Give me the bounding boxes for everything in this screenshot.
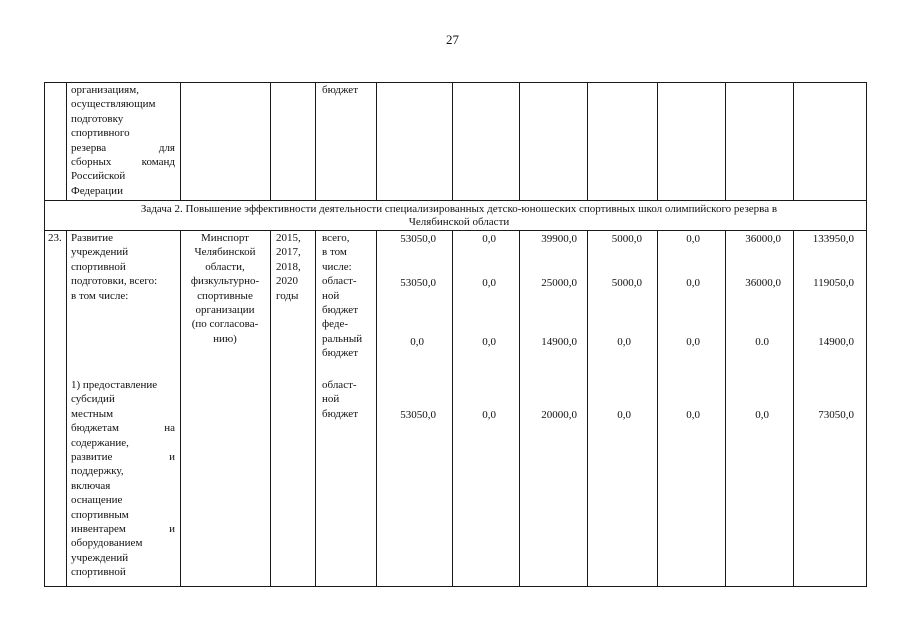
value-cell: 119050,0 (813, 277, 854, 289)
col-border-1 (66, 230, 67, 586)
source-line: в том (322, 246, 347, 259)
col-border-2-top (180, 82, 181, 200)
description-line: субсидий (71, 393, 115, 406)
executor-line: нию) (213, 332, 237, 345)
description-line: учреждений (71, 551, 129, 564)
year-line: 2015, (276, 232, 301, 244)
value-cell: 0,0 (482, 336, 496, 348)
value-cell: 5000,0 (611, 233, 642, 245)
page-number: 27 (446, 32, 459, 47)
task-row-top-border (44, 200, 867, 201)
col-border-0 (44, 82, 45, 586)
value-cell: 36000,0 (745, 233, 781, 245)
col-border-1-top (66, 82, 67, 200)
description-line: 1) предоставление (71, 379, 158, 391)
col-border-10-top (725, 82, 726, 200)
source-line: феде- (322, 318, 349, 331)
value-cell: 20000,0 (541, 409, 577, 421)
value-cell: 133950,0 (812, 233, 854, 245)
value-cell: 14900,0 (818, 336, 854, 348)
executor-line: физкультурно- (190, 275, 260, 288)
description-line: инвентарем и (71, 522, 175, 535)
executor-line: Челябинской (194, 246, 256, 259)
value-cell: 5000,0 (611, 277, 642, 289)
source-line: бюджет (322, 303, 358, 316)
value-cell: 0,0 (686, 409, 700, 421)
description-line: спортивным (71, 508, 129, 521)
description-line: спортивной (71, 566, 126, 579)
row-number: 23. (48, 232, 62, 244)
source-line: ной (322, 393, 340, 406)
top-row-source: бюджет (322, 84, 358, 96)
description-line: спортивной (71, 260, 126, 273)
col-border-3 (270, 230, 271, 586)
col-border-4-top (315, 82, 316, 200)
task-heading-line1: Задача 2. Повышение эффективности деятельности специализированных детско-юношеских спортивных школ олимпийского резерва в (140, 203, 778, 215)
description-line: спортивного (71, 127, 130, 140)
description-line: Федерации (71, 184, 123, 197)
row23-executor (181, 231, 269, 346)
description-line: развитие и (71, 450, 175, 463)
source-line: всего, (322, 232, 350, 244)
col-border-12 (866, 82, 867, 586)
description-line: организациям, (71, 84, 139, 96)
source-line: област- (322, 379, 357, 391)
row23-sources (322, 231, 374, 361)
top-row-description (71, 83, 175, 198)
description-line: учреждений (71, 246, 129, 259)
description-line: Российской (71, 170, 126, 183)
year-line: 2020 (276, 275, 298, 288)
description-line: Развитие (71, 232, 114, 244)
year-line: 2017, (276, 246, 301, 259)
value-cell: 0,0 (686, 233, 700, 245)
value-cell: 0,0 (617, 336, 631, 348)
value-cell: 0,0 (482, 277, 496, 289)
value-cell: 0,0 (482, 409, 496, 421)
description-line: содержание, (71, 436, 129, 449)
description-line: подготовку (71, 112, 124, 125)
col-border-4 (315, 230, 316, 586)
sub1-sources (322, 378, 374, 421)
executor-line: (по согласова- (191, 318, 259, 331)
description-line: оборудованием (71, 537, 143, 550)
description-line: местным (71, 407, 114, 420)
value-cell: 39900,0 (541, 233, 577, 245)
value-cell: 0,0 (617, 409, 631, 421)
task-heading-line2: Челябинской области (408, 216, 510, 228)
description-line: подготовки, всего: (71, 275, 158, 288)
description-line: оснащение (71, 494, 123, 507)
value-cell: 53050,0 (400, 277, 436, 289)
description-line: осуществляющим (71, 98, 156, 111)
value-cell: 36000,0 (745, 277, 781, 289)
source-line: ной (322, 289, 340, 302)
col-border-9-top (657, 82, 658, 200)
col-border-11-top (793, 82, 794, 200)
description-line: резерва для (71, 141, 175, 154)
value-cell: 25000,0 (541, 277, 577, 289)
col-border-3-top (270, 82, 271, 200)
value-cell: 0.0 (755, 336, 769, 348)
value-cell: 0,0 (686, 277, 700, 289)
source-line: числе: (322, 260, 352, 273)
description-line: бюджетам на (71, 422, 175, 435)
executor-line: Минспорт (201, 232, 249, 244)
value-cell: 0,0 (482, 233, 496, 245)
col-border-6-top (452, 82, 453, 200)
row23-description (71, 231, 175, 303)
description-line: сборных команд (71, 155, 175, 168)
executor-line: спортивные (197, 289, 253, 302)
description-line: поддержку, (71, 465, 124, 478)
value-cell: 0,0 (755, 409, 769, 421)
executor-line: области, (205, 260, 245, 273)
value-cell: 0,0 (686, 336, 700, 348)
value-cell: 14900,0 (541, 336, 577, 348)
description-line: в том числе: (71, 289, 129, 302)
source-line: бюджет (322, 347, 358, 360)
executor-line: организации (195, 303, 255, 316)
source-line: област- (322, 275, 357, 288)
source-line: ральный (322, 332, 363, 345)
row23-years (276, 231, 314, 303)
year-line: годы (276, 289, 299, 302)
col-border-8-top (587, 82, 588, 200)
value-cell: 53050,0 (400, 409, 436, 421)
col-border-7-top (519, 82, 520, 200)
value-cell: 53050,0 (400, 233, 436, 245)
col-border-5-top (376, 82, 377, 200)
value-cell: 73050,0 (818, 409, 854, 421)
sub1-description (71, 378, 175, 579)
source-line: бюджет (322, 407, 358, 420)
year-line: 2018, (276, 260, 301, 273)
description-line: включая (71, 479, 111, 492)
value-cell: 0,0 (410, 336, 424, 348)
table-bottom-border (44, 586, 867, 587)
